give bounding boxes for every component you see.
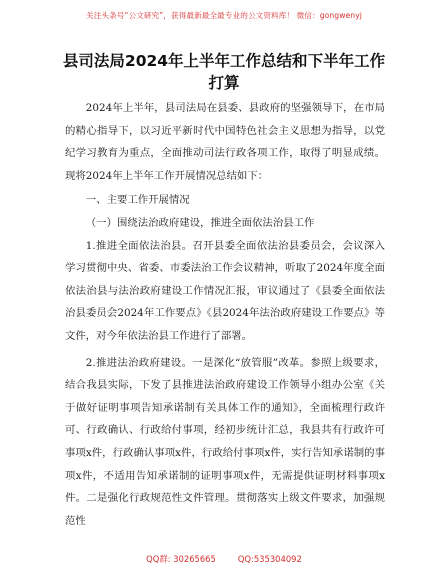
body-paragraph-2: 2.推进法治政府建设。一是深化“放管服”改革。参照上级要求，结合我县实际，下发了县推进法治政府建设工作领导小组办公室《关于做好证明事项告知承诺制有关具体工作的通知》，全面梳理行政许可、行政确认、行政给付事项，经初步统计汇总，我县共有行政许可事项x件，行政确认事项x件，行政给付事项x件，实行告知承诺制的事项x件，不适用告知承诺制的证明事项x件，无需提供证明材料事项x件。二是强化行政规范性文件管理。贯彻落实上级文件要求，加强规范性 xyxy=(65,356,385,527)
section-heading: 一、主要工作开展情况 xyxy=(85,194,190,207)
qq-text: QQ:535304092 xyxy=(237,554,302,564)
subsection-heading: （一）围绕法治政府建设，推进全面依法治县工作 xyxy=(85,216,315,229)
title-line-1: 县司法局2024年上半年工作总结和下半年工作 xyxy=(62,52,386,70)
document-title xyxy=(44,50,404,94)
contact-footer xyxy=(0,553,448,565)
intro-paragraph: 2024年上半年，县司法局在县委、县政府的坚强领导下，在市局的精心指导下，以习近平新时代中国特色社会主义思想为指导，以党纪学习教育为重点，全面推动司法行政各项工作，取得了明显成绩。现将2024年上半年工作开展情况总结如下： xyxy=(65,102,385,182)
document-body xyxy=(65,97,385,532)
promo-banner: 关注头条号“公文研究”，获得最新最全最专业的公文资料库！ 微信：gongwenyj xyxy=(86,11,362,20)
body-paragraph-1: 1.推进全面依法治县。召开县委全面依法治县委员会，会议深入学习贯彻中央、省委、市委法治工作会议精神，听取了2024年度全面依法治县与法治政府建设工作情况汇报，审议通过了《县委全面依法治县委员会2024年工作要点》《县2024年法治政府建设工作要点》等文件，对今年依法治县工作进行了部署。 xyxy=(65,239,385,342)
title-line-2: 打算 xyxy=(208,74,240,92)
qq-group-text: QQ群: 30265665 xyxy=(146,554,216,564)
